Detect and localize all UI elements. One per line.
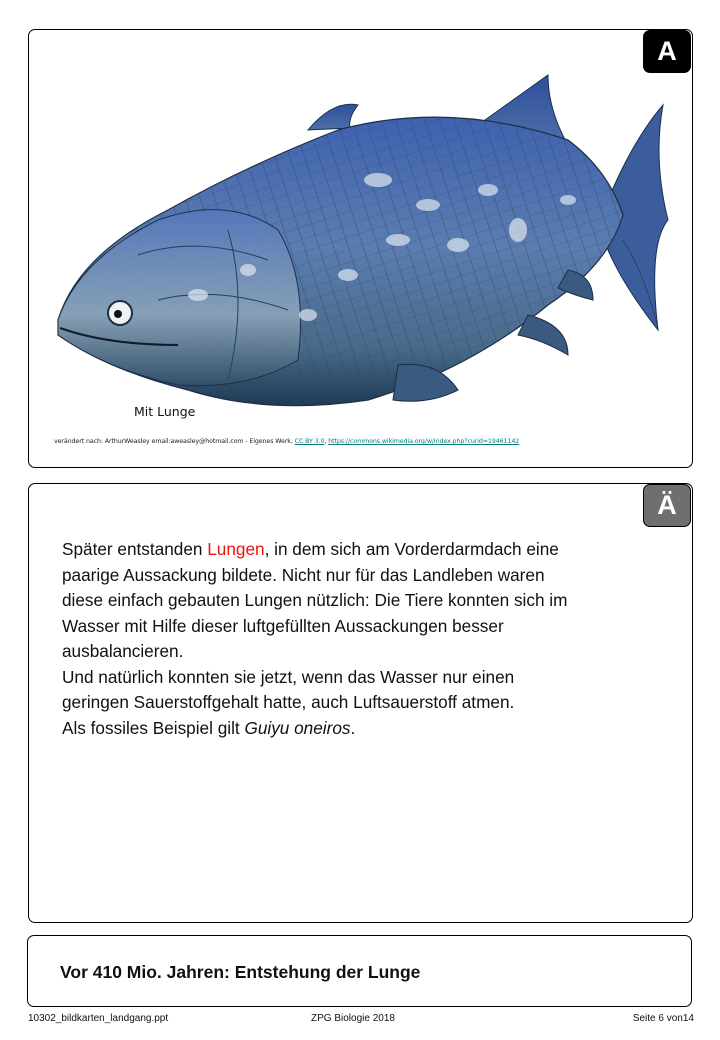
text-line xyxy=(62,716,652,742)
text-line: ausbalancieren. xyxy=(62,641,184,661)
footer-page-number: Seite 6 von14 xyxy=(632,1013,694,1024)
footer-organization: ZPG Biologie 2018 xyxy=(311,1013,395,1024)
credit-separator: , xyxy=(324,438,329,445)
text-line: diese einfach gebauten Lungen nützlich: Die Tiere konnten sich im xyxy=(62,590,568,610)
text-fragment: , in dem sich am Vorderdarmdach eine xyxy=(264,539,559,559)
description-text xyxy=(62,537,652,741)
text-fragment: Später entstanden xyxy=(62,539,208,559)
card-title: Vor 410 Mio. Jahren: Entstehung der Lunge xyxy=(60,962,421,982)
credit-prefix: verändert nach: ArthurWeasley email:aweasley@hotmail.com - Eigenes Werk, xyxy=(54,438,295,445)
text-line: Und natürlich konnten sie jetzt, wenn das Wasser nur einen xyxy=(62,666,515,687)
text-fragment: . xyxy=(350,717,356,738)
footer-filename: 10302_bildkarten_landgang.ppt xyxy=(28,1013,169,1024)
image-caption: Mit Lunge xyxy=(134,404,196,419)
text-line: Wasser mit Hilfe dieser luftgefüllten Aussackungen besser xyxy=(62,615,504,636)
text-line: paarige Aussackung bildete. Nicht nur für das Landleben waren xyxy=(62,564,545,585)
card-badge-ae: Ä xyxy=(643,484,691,527)
license-link[interactable]: CC BY 3.0 xyxy=(294,438,325,445)
text-line xyxy=(62,537,652,563)
text-line: geringen Sauerstoffgehalt hatte, auch Luftsauerstoff atmen. xyxy=(62,692,515,712)
card-badge-a: A xyxy=(643,30,691,73)
fish-illustration xyxy=(48,70,673,420)
species-name: Guiyu oneiros xyxy=(244,717,351,738)
image-credit xyxy=(54,438,519,445)
highlight-term: Lungen xyxy=(207,539,265,559)
text-fragment: Als fossiles Beispiel gilt xyxy=(62,717,245,738)
source-link[interactable]: https://commons.wikimedia.org/w/index.php?curid=19461142 xyxy=(328,438,520,445)
